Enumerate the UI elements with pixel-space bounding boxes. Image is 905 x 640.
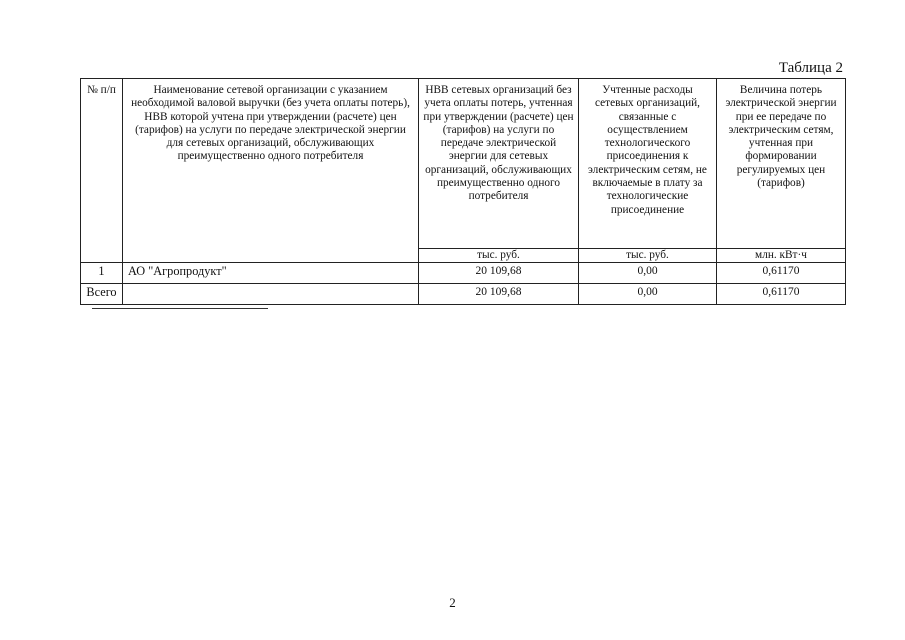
header-energy-losses: Величина потерь электрической энергии при ее передаче по электрическим сетям, учтенная при формировании регулируемых цен (тарифов) bbox=[717, 79, 846, 249]
data-table bbox=[80, 78, 846, 305]
table-header-row bbox=[81, 79, 846, 249]
row-energy-losses: 0,61170 bbox=[717, 263, 846, 284]
header-nvv: НВВ сетевых организаций без учета оплаты потерь, учтенная при утверждении (расчете) цен (тарифов) на услуги по передаче электрической энергии для сетевых организаций, обслуживающих преимущественно одного потребителя bbox=[419, 79, 579, 249]
table-row bbox=[81, 263, 846, 284]
footnote-divider bbox=[92, 308, 268, 309]
total-energy-losses: 0,61170 bbox=[717, 284, 846, 305]
unit-connection-costs: тыс. руб. bbox=[579, 249, 717, 263]
total-nvv: 20 109,68 bbox=[419, 284, 579, 305]
total-organization-name bbox=[123, 284, 419, 305]
unit-energy-losses: млн. кВт·ч bbox=[717, 249, 846, 263]
row-connection-costs: 0,00 bbox=[579, 263, 717, 284]
table-caption: Таблица 2 bbox=[778, 60, 843, 76]
row-number: 1 bbox=[81, 263, 123, 284]
table-total-row bbox=[81, 284, 846, 305]
header-connection-costs: Учтенные расходы сетевых организаций, связанные с осуществлением технологического присоединения к электрическим сетям, не включаемые в плату за технологические присоединение bbox=[579, 79, 717, 249]
row-nvv: 20 109,68 bbox=[419, 263, 579, 284]
total-connection-costs: 0,00 bbox=[579, 284, 717, 305]
header-organization-name: Наименование сетевой организации с указанием необходимой валовой выручки (без учета оплаты потерь), НВВ которой учтена при утверждении (расчете) цен (тарифов) на услуги по передаче электрической энергии для сетевых организаций, обслуживающих преимущественно одного потребителя bbox=[123, 79, 419, 263]
page-number: 2 bbox=[449, 595, 456, 610]
total-label: Всего bbox=[81, 284, 123, 305]
unit-nvv: тыс. руб. bbox=[419, 249, 579, 263]
header-number: № п/п bbox=[81, 79, 123, 263]
row-organization-name: АО "Агропродукт" bbox=[123, 263, 419, 284]
